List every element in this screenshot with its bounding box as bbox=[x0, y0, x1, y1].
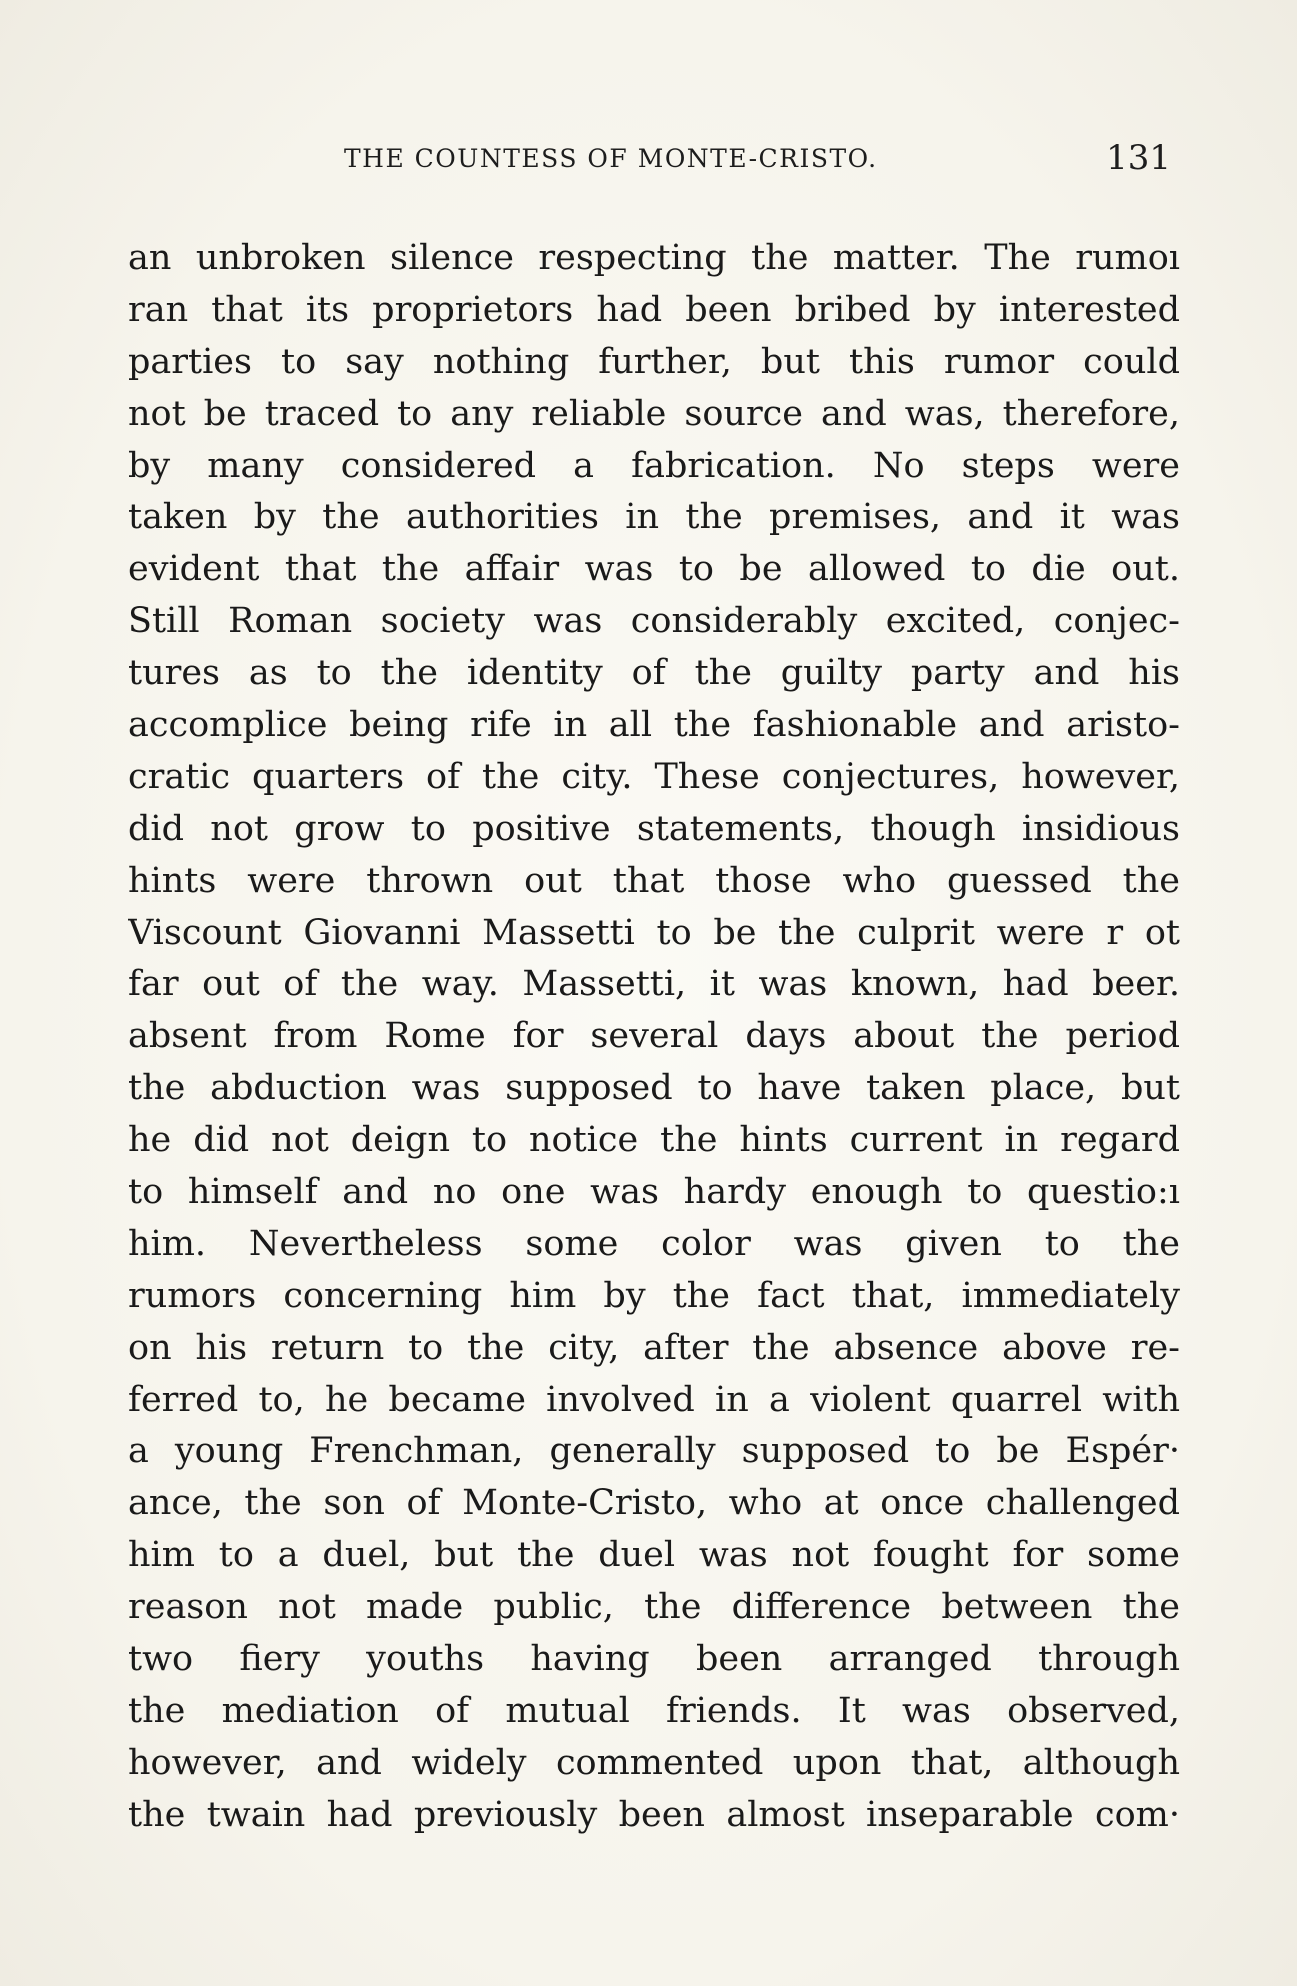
text-line: far out of the way. Massetti, it was known, had beer. bbox=[128, 964, 1180, 1005]
text-line: he did not deign to notice the hints current in regard bbox=[128, 1120, 1180, 1161]
text-line: did not grow to positive statements, though insidious bbox=[128, 808, 1180, 849]
text-line: ferred to, he became involved in a violent quarrel with bbox=[128, 1379, 1180, 1420]
text-line: accomplice being rife in all the fashionable and aristo- bbox=[128, 705, 1180, 746]
text-line: him to a duel, but the duel was not fought for some bbox=[128, 1535, 1180, 1576]
text-line: ran that its proprietors had been bribed by interested bbox=[128, 289, 1180, 330]
text-line: tures as to the identity of the guilty party and his bbox=[128, 653, 1180, 694]
text-line: evident that the affair was to be allowed to die out. bbox=[128, 549, 1180, 590]
text-line: him. Nevertheless some color was given to the bbox=[128, 1223, 1180, 1264]
text-line: taken by the authorities in the premises, and it was bbox=[128, 497, 1180, 538]
text-line: ance, the son of Monte-Cristo, who at once challenged bbox=[128, 1483, 1180, 1524]
text-line: on his return to the city, after the absence above re- bbox=[128, 1327, 1180, 1368]
text-line: to himself and no one was hardy enough to questio:ı bbox=[128, 1172, 1180, 1213]
text-line: parties to say nothing further, but this rumor could bbox=[128, 341, 1180, 382]
text-line: however, and widely commented upon that, although bbox=[128, 1742, 1180, 1783]
text-line: the mediation of mutual friends. It was observed, bbox=[128, 1690, 1180, 1731]
text-line: the twain had previously been almost inseparable com· bbox=[128, 1794, 1180, 1835]
text-line: an unbroken silence respecting the matter. The rumoı bbox=[128, 238, 1180, 278]
text-line: hints were thrown out that those who guessed the bbox=[128, 860, 1180, 901]
body-text bbox=[128, 233, 1180, 1842]
text-line: Still Roman society was considerably excited, conjec- bbox=[128, 601, 1180, 642]
page-number: 131 bbox=[1106, 138, 1171, 178]
text-line: a young Frenchman, generally supposed to be Espér· bbox=[128, 1431, 1180, 1472]
text-line: Viscount Giovanni Massetti to be the culprit were r ot bbox=[128, 912, 1180, 953]
text-line: by many considered a fabrication. No steps were bbox=[128, 445, 1180, 486]
running-head bbox=[130, 138, 1185, 178]
text-line: not be traced to any reliable source and was, therefore, bbox=[128, 393, 1180, 434]
text-line: rumors concerning him by the fact that, immediately bbox=[128, 1275, 1180, 1316]
text-line: cratic quarters of the city. These conjectures, however, bbox=[128, 756, 1180, 797]
text-line: the abduction was supposed to have taken place, but bbox=[128, 1068, 1180, 1109]
text-line: reason not made public, the difference between the bbox=[128, 1587, 1180, 1628]
text-line: two fiery youths having been arranged through bbox=[128, 1639, 1180, 1680]
running-title: THE COUNTESS OF MONTE-CRISTO. bbox=[344, 144, 878, 173]
text-line: absent from Rome for several days about the period bbox=[128, 1016, 1180, 1057]
